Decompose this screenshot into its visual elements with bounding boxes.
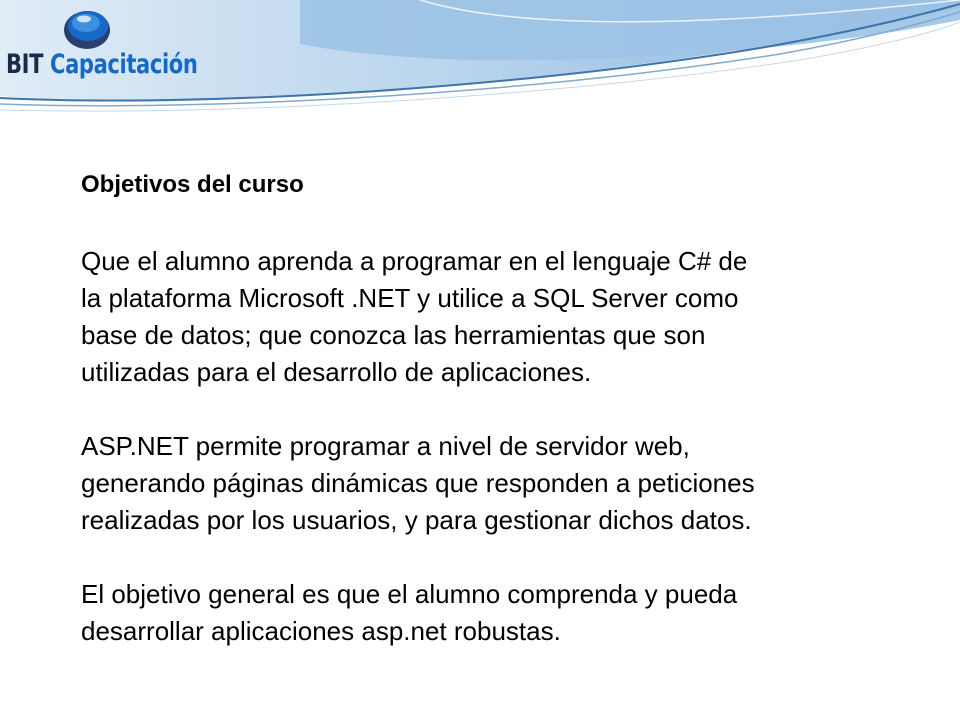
brand-suffix: Capacitación: [50, 49, 198, 80]
globe-icon: [62, 6, 112, 50]
brand-prefix: BIT: [6, 49, 44, 80]
paragraph-aspnet-description: ASP.NET permite programar a nivel de servidor web, generando páginas dinámicas que responden a peticiones realizadas por los usuarios, y para gestionar dichos datos.: [81, 431, 755, 535]
brand-logo: [0, 0, 200, 100]
brand-name: [6, 49, 197, 80]
paragraph-general-objective: El objetivo general es que el alumno comprenda y pueda desarrollar aplicaciones asp.net robustas.: [81, 579, 738, 646]
slide-title: Objetivos del curso: [81, 171, 304, 198]
paragraph-course-objective: Que el alumno aprenda a programar en el lenguaje C# de la plataforma Microsoft .NET y utilice a SQL Server como base de datos; que conozca las herramientas que son utilizadas para el desarrollo de aplicaciones.: [81, 246, 748, 387]
slide-content: [81, 165, 921, 687]
